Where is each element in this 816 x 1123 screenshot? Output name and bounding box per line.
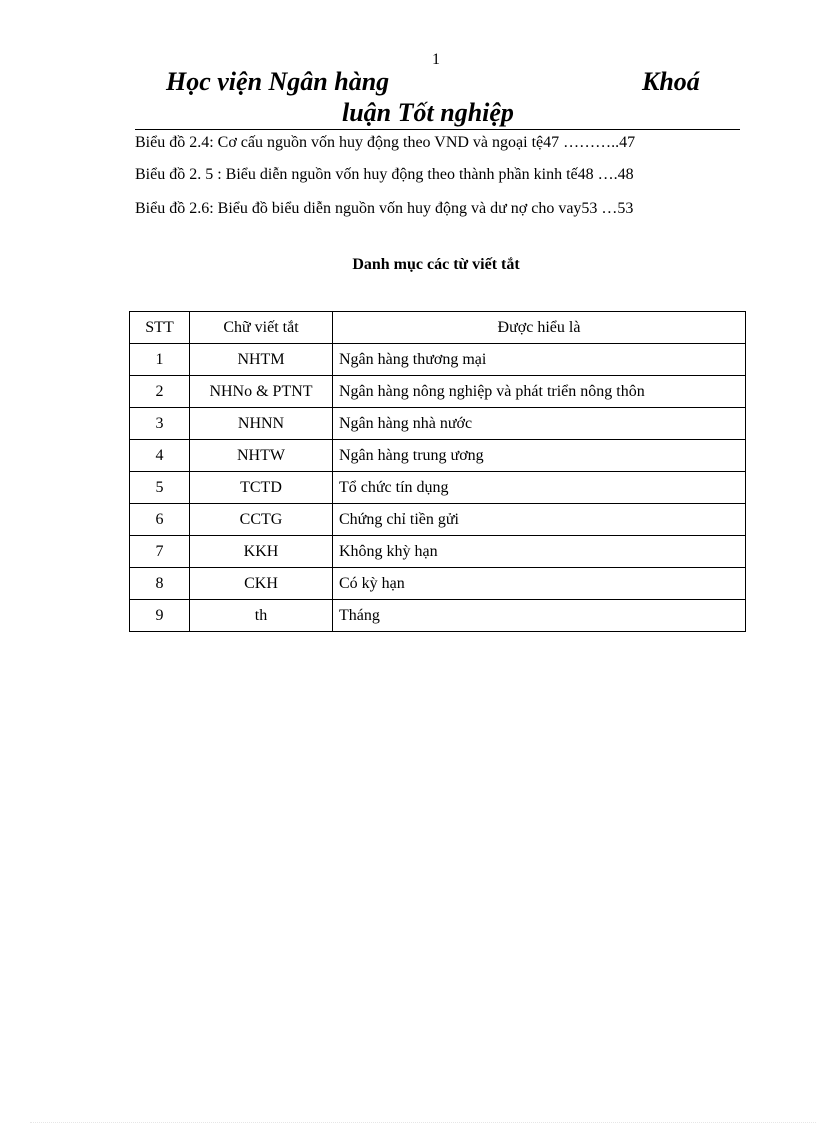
cell-abbreviation: NHNN [190, 408, 333, 440]
header-thesis-title: luận Tốt nghiệp [342, 98, 514, 127]
cell-meaning: Tổ chức tín dụng [333, 472, 746, 504]
section-title: Danh mục các từ viết tắt [352, 256, 520, 273]
table-row [130, 408, 746, 440]
header-divider [135, 129, 740, 130]
page-number: 1 [432, 51, 440, 68]
cell-abbreviation: NHTM [190, 344, 333, 376]
cell-meaning: Có kỳ hạn [333, 568, 746, 600]
cell-meaning: Không khỳ hạn [333, 536, 746, 568]
cell-stt: 8 [130, 568, 190, 600]
cell-stt: 3 [130, 408, 190, 440]
cell-abbreviation: th [190, 600, 333, 632]
cell-stt: 9 [130, 600, 190, 632]
cell-meaning: Tháng [333, 600, 746, 632]
cell-stt: 6 [130, 504, 190, 536]
cell-abbreviation: CCTG [190, 504, 333, 536]
cell-abbreviation: KKH [190, 536, 333, 568]
header-abbreviation: Chữ viết tắt [190, 312, 333, 344]
toc-entry: Biểu đồ 2.6: Biểu đồ biểu diễn nguồn vốn huy động và dư nợ cho vay53 …53 [135, 200, 634, 217]
header-thesis-word: Khoá [642, 67, 700, 96]
header-stt: STT [130, 312, 190, 344]
table-row [130, 504, 746, 536]
cell-stt: 2 [130, 376, 190, 408]
cell-meaning: Chứng chỉ tiền gửi [333, 504, 746, 536]
toc-entry: Biểu đồ 2.4: Cơ cấu nguồn vốn huy động theo VND và ngoại tệ47 ………..47 [135, 134, 636, 151]
cell-abbreviation: CKH [190, 568, 333, 600]
cell-meaning: Ngân hàng trung ương [333, 440, 746, 472]
table-row [130, 600, 746, 632]
cell-abbreviation: NHNo & PTNT [190, 376, 333, 408]
table-row [130, 536, 746, 568]
header-meaning: Được hiểu là [333, 312, 746, 344]
cell-abbreviation: NHTW [190, 440, 333, 472]
cell-stt: 7 [130, 536, 190, 568]
cell-abbreviation: TCTD [190, 472, 333, 504]
table-header-row [130, 312, 746, 344]
header-institution: Học viện Ngân hàng [166, 67, 390, 96]
cell-stt: 4 [130, 440, 190, 472]
cell-meaning: Ngân hàng nông nghiệp và phát triển nông thôn [333, 376, 746, 408]
table-row [130, 440, 746, 472]
cell-meaning: Ngân hàng nhà nước [333, 408, 746, 440]
table-row [130, 472, 746, 504]
cell-meaning: Ngân hàng thương mại [333, 344, 746, 376]
table-row [130, 568, 746, 600]
toc-entry: Biểu đồ 2. 5 : Biểu diễn nguồn vốn huy động theo thành phần kinh tế48 ….48 [135, 166, 634, 183]
table-row [130, 376, 746, 408]
abbreviation-table [129, 311, 746, 632]
cell-stt: 1 [130, 344, 190, 376]
table-row [130, 344, 746, 376]
cell-stt: 5 [130, 472, 190, 504]
